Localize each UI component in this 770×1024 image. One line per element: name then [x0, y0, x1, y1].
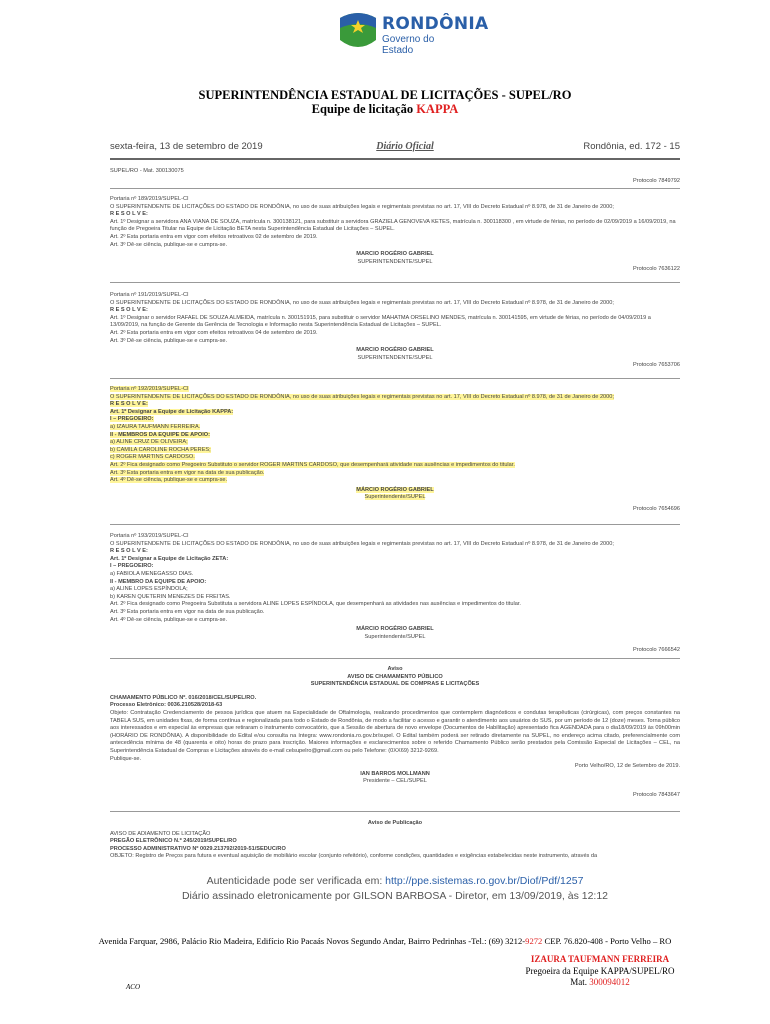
article-2: Art. 2º Esta portaria entra em vigor com efeitos retroativos 02 de setembro de 2019. [110, 233, 318, 240]
footer-signatory-name: IZAURA TAUFMANN FERREIRA [530, 954, 670, 964]
gazette-edition: Rondônia, ed. 172 - 15 [583, 141, 680, 152]
aviso-pub-line: AVISO DE ADIAMENTO DE LICITAÇÃO [110, 830, 211, 837]
article-1: Art. 1º Designar o servidor RAFAEL DE SOUZA ALMEIDA, matrícula n. 300151915, para substituir o servidor MAHATMA ORSELINO MENDES, matrícula n. 300141595, em virtude de férias, no período de 04/09/2019 a 13/09/2019, na função de Gerente da Gerência de Tecnologia e Informação nesta Superintendência Estadual de Licitações – SUPEL. [110, 314, 651, 329]
aviso-chamamento [110, 666, 680, 800]
article-2: Art. 2º Fica designado como Pregoeiro Substituto o servidor ROGER MARTINS CARDOSO, que desempenhará atividade nas ausências e impedimentos do titular. [110, 461, 515, 468]
portaria-title: Portaria nº 191/2019/SUPEL-CI [110, 292, 189, 298]
members-heading: II - MEMBRO DA EQUIPE DE APOIO: [110, 578, 207, 585]
article-1: Art. 1º Designar a Equipe de Licitação ZETA: [110, 555, 229, 562]
member-item: a) ALINE CRUZ DE OLIVEIRA; [110, 439, 188, 446]
protocol-number: Protocolo 7636122 [633, 266, 680, 273]
protocol-number: Protocolo 7843647 [633, 791, 680, 798]
portaria-intro: O SUPERINTENDENTE DE LICITAÇÕES DO ESTADO DE RONDÔNIA, no uso de suas atribuições legais e regimentais previstas no art. 17, VIII do Decreto Estadual nº 8.978, de 31 de Janeiro de 2000; [110, 203, 614, 210]
logo-subtitle: Governo do Estado [382, 34, 435, 56]
members-heading: II - MEMBROS DA EQUIPE DE APOIO: [110, 431, 210, 438]
aviso-subtitle: SUPERINTENDÊNCIA ESTADUAL DE COMPRAS E LICITAÇÕES [310, 681, 480, 688]
member-item: c) ROGER MARTINS CARDOSO. [110, 454, 195, 461]
signatory-name: MÁRCIO ROGÉRIO GABRIEL [356, 626, 434, 633]
state-logo [336, 8, 489, 56]
article-2: Art. 2º Esta portaria entra em vigor com efeitos retroativos 04 de setembro de 2019. [110, 329, 318, 336]
address-part: CEP. 76.820-408 - Porto Velho – RO [542, 936, 672, 946]
portaria-189 [110, 196, 680, 274]
signatory-name: MARCIO ROGÉRIO GABRIEL [356, 251, 434, 258]
auth-signature: Diário assinado eletronicamente por GILSON BARBOSA - Diretor, em 13/09/2019, às 12:12 [181, 890, 609, 902]
protocol-number: Protocolo 7654696 [633, 505, 680, 512]
resolve-label: R E S O L V E: [110, 211, 148, 218]
article-3: Art. 3º Esta portaria entra em vigor na data de sua publicação. [110, 608, 265, 615]
signatory-role: Superintendente/SUPEL [364, 633, 426, 640]
team-title [0, 102, 770, 117]
auth-prefix: Autenticidade pode ser verificada em: [206, 875, 386, 887]
footer-initials: ACO [126, 983, 140, 991]
publique-line: Publique-se. [110, 755, 142, 762]
pregoeiro-item: a) FABIOLA MENEGASSO DIAS. [110, 570, 194, 577]
footer-address [0, 936, 770, 946]
portaria-193 [110, 533, 680, 655]
article-4: Art. 4º Dê-se ciência, publique-se e cumpra-se. [110, 477, 228, 484]
portaria-title: Portaria nº 189/2019/SUPEL-CI [110, 196, 189, 202]
aviso-subtitle: AVISO DE CHAMAMENTO PÚBLICO [347, 673, 443, 680]
mat-value: 300094012 [589, 977, 630, 987]
signatory-role: SUPERINTENDENTE/SUPEL [357, 258, 433, 265]
aviso-pub-line: PROCESSO ADMINISTRATIVO Nº 0029.213792/2019-51/SEDUC/RO [110, 845, 286, 852]
member-item: a) ALINE LOPES ESPÍNDOLA; [110, 586, 188, 593]
address-phone-suffix: 9272 [525, 936, 543, 946]
footer-mat [500, 977, 700, 987]
member-item: b) KAREN QUETERIN MENEZES DE FREITAS. [110, 593, 231, 600]
team-prefix: Equipe de licitação [311, 102, 414, 116]
divider [110, 282, 680, 283]
mat-label: Mat. [570, 977, 590, 987]
protocol-1: Protocolo 7849792 [633, 178, 680, 184]
auth-line [110, 875, 680, 887]
article-3: Art. 3º Esta portaria entra em vigor na data de sua publicação. [110, 469, 265, 476]
member-item: b) CAMILA CAROLINE ROCHA PERES; [110, 446, 211, 453]
article-1: Art. 1º Designar a Equipe de Licitação KAPPA: [110, 408, 234, 415]
org-title: SUPERINTENDÊNCIA ESTADUAL DE LICITAÇÕES - SUPEL/RO [198, 88, 572, 102]
divider [110, 658, 680, 659]
portaria-title: Portaria nº 192/2019/SUPEL-CI [110, 386, 189, 392]
divider [110, 811, 680, 812]
portaria-191 [110, 292, 680, 370]
chamamento-number: CHAMAMENTO PÚBLICO Nº. 016/2018/CEL/SUPEL/RO. [110, 694, 257, 701]
portaria-title: Portaria nº 193/2019/SUPEL-CI [110, 533, 189, 539]
resolve-label: R E S O L V E: [110, 307, 148, 314]
auth-url-link[interactable]: http://ppe.sistemas.ro.gov.br/Diof/Pdf/1257 [385, 875, 584, 887]
aviso-body: Objeto: Contratação Credenciamento de pessoa jurídica que atuem na Especialidade de Oftalmologia, realizando procedimentos que contemplem diagnósticos e condutas terapêuticas (cirúrgicas), com preços constantes na TABELA SUS, em unidades fixas, de forma contínua e regionalizada para todo o Estado de Rondônia, de modo a facilitar o acesso e garantir o atendimento aos usuários do SUS, por um período de 12 (doze) meses. Torna público aos interessados e em especial às empresas que retiraram o instrumento convocatório, que a Sessão de abertura de novo envelope (Documentos de Habilitação) apresentado fica AGENDADA para o dia18/09/2019 às 09h00min (HORÁRIO DE RONDÔNIA). A disponibilidade do Edital e/ou consulta na íntegra: www.rondonia.ro.gov.br/supel. O Edital também poderá ser retirado diretamente na SUPEL, no endereço acima citado, preferencialmente com antecedência mínima de 48 (quarenta e oito) horas do prazo para inscrição. Maiores informações e esclarecimentos sobre o referido Chamamento Público serão prestados pela Comissão Especial de Licitações – CEL, na Superintendência Estadual de Compras e Licitações através do e-mail celsupelro@gmail.com ou pelo Telefone: (0XX69) 3212-9269. [110, 709, 680, 754]
signatory-name: MARCIO ROGÉRIO GABRIEL [356, 347, 434, 354]
gazette-date: sexta-feira, 13 de setembro de 2019 [110, 141, 263, 152]
pregoeiro-item: a) IZAURA TAUFMANN FERREIRA. [110, 423, 201, 430]
logo-flag-icon [336, 10, 380, 54]
pregoeiro-heading: I – PREGOEIRO: [110, 563, 154, 570]
process-number: Processo Eletrônico: 0036.210528/2018-63 [110, 702, 223, 709]
header-rule [110, 158, 680, 160]
pregoeiro-heading: I – PREGOEIRO: [110, 416, 154, 423]
portaria-intro: O SUPERINTENDENTE DE LICITAÇÕES DO ESTADO DE RONDÔNIA, no uso de suas atribuições legais e regimentais previstas no art. 17, VIII do Decreto Estadual nº 8.978, de 31 de Janeiro de 2000; [110, 540, 614, 547]
protocol-number: Protocolo 7666542 [633, 647, 680, 654]
resolve-label: R E S O L V E: [110, 548, 148, 555]
aviso-pub-heading: Aviso de Publicação [367, 820, 423, 826]
divider [110, 188, 680, 189]
signatory-role: SUPERINTENDENTE/SUPEL [357, 354, 433, 361]
article-4: Art. 4º Dê-se ciência, publique-se e cumpra-se. [110, 616, 228, 623]
aviso-pub-line: OBJETO: Registro de Preços para futura e eventual aquisição de mobiliário escolar (conjunto refeitório), conforme condições, quantidades e exigências estabelecidas neste instrumento, através da [110, 853, 598, 860]
article-3: Art. 3º Dê-se ciência, publique-se e cumpra-se. [110, 241, 228, 248]
portaria-intro: O SUPERINTENDENTE DE LICITAÇÕES DO ESTADO DE RONDÔNIA, no uso de suas atribuições legais e regimentais previstas no art. 17, VIII do Decreto Estadual nº 8.978, de 31 de Janeiro de 2000; [110, 393, 614, 400]
divider [110, 378, 680, 379]
supel-line: SUPEL/RO - Mat. 300130075 [110, 168, 184, 174]
resolve-label: R E S O L V E: [110, 401, 148, 408]
team-name: KAPPA [416, 102, 459, 116]
article-3: Art. 3º Dê-se ciência, publique-se e cumpra-se. [110, 337, 228, 344]
portaria-intro: O SUPERINTENDENTE DE LICITAÇÕES DO ESTADO DE RONDÔNIA, no uso de suas atribuições legais e regimentais previstas no art. 17, VIII do Decreto Estadual nº 8.978, de 31 de Janeiro de 2000; [110, 299, 614, 306]
signatory-name: MÁRCIO ROGÉRIO GABRIEL [356, 486, 434, 493]
aviso-pub-line: PREGÃO ELETRÔNICO N.º 245/2019/SUPEL/RO [110, 838, 237, 845]
signatory-role: Presidente – CEL/SUPEL [363, 778, 427, 785]
aviso-publicacao [110, 820, 680, 861]
footer-signatory-role: Pregoeira da Equipe KAPPA/SUPEL/RO [525, 966, 675, 976]
gazette-title: Diário Oficial [376, 141, 434, 152]
article-1: Art. 1º Designar a servidora ANA VIANA DE SOUZA, matrícula n. 300138121, para substituir a servidora GRAZIELA GENOVEVA KETES, matrícula n. 300118300 , em virtude de férias, no período de 02/09/2019 a 16/09/2019, na função de Pregoeira Titular na Equipe de Licitação BETA nesta Superintendência Estadual de Licitações – SUPEL. [110, 218, 676, 233]
signatory-name: IAN BARROS MOLLMANN [360, 770, 430, 777]
divider [110, 524, 680, 525]
aviso-heading: Aviso [387, 666, 403, 672]
protocol-number: Protocolo 7653706 [633, 362, 680, 369]
place-date: Porto Velho/RO, 12 de Setembro de 2019. [574, 763, 680, 770]
address-part: Avenida Farquar, 2986, Palácio Rio Madeira, Edifício Rio Pacaás Novos Segundo Andar, Bairro Pedrinhas -Tel.: (69) 3212- [98, 936, 526, 946]
logo-name: RONDÔNIA [382, 14, 489, 34]
signatory-role: Superintendente/SUPEL [364, 494, 426, 501]
portaria-192 [110, 386, 680, 514]
article-2: Art. 2º Fica designado como Pregoeira Substituta a servidora ALINE LOPES ESPÍNDOLA, que desempenhará as atividades nas ausências e impedimentos do titular. [110, 601, 521, 608]
